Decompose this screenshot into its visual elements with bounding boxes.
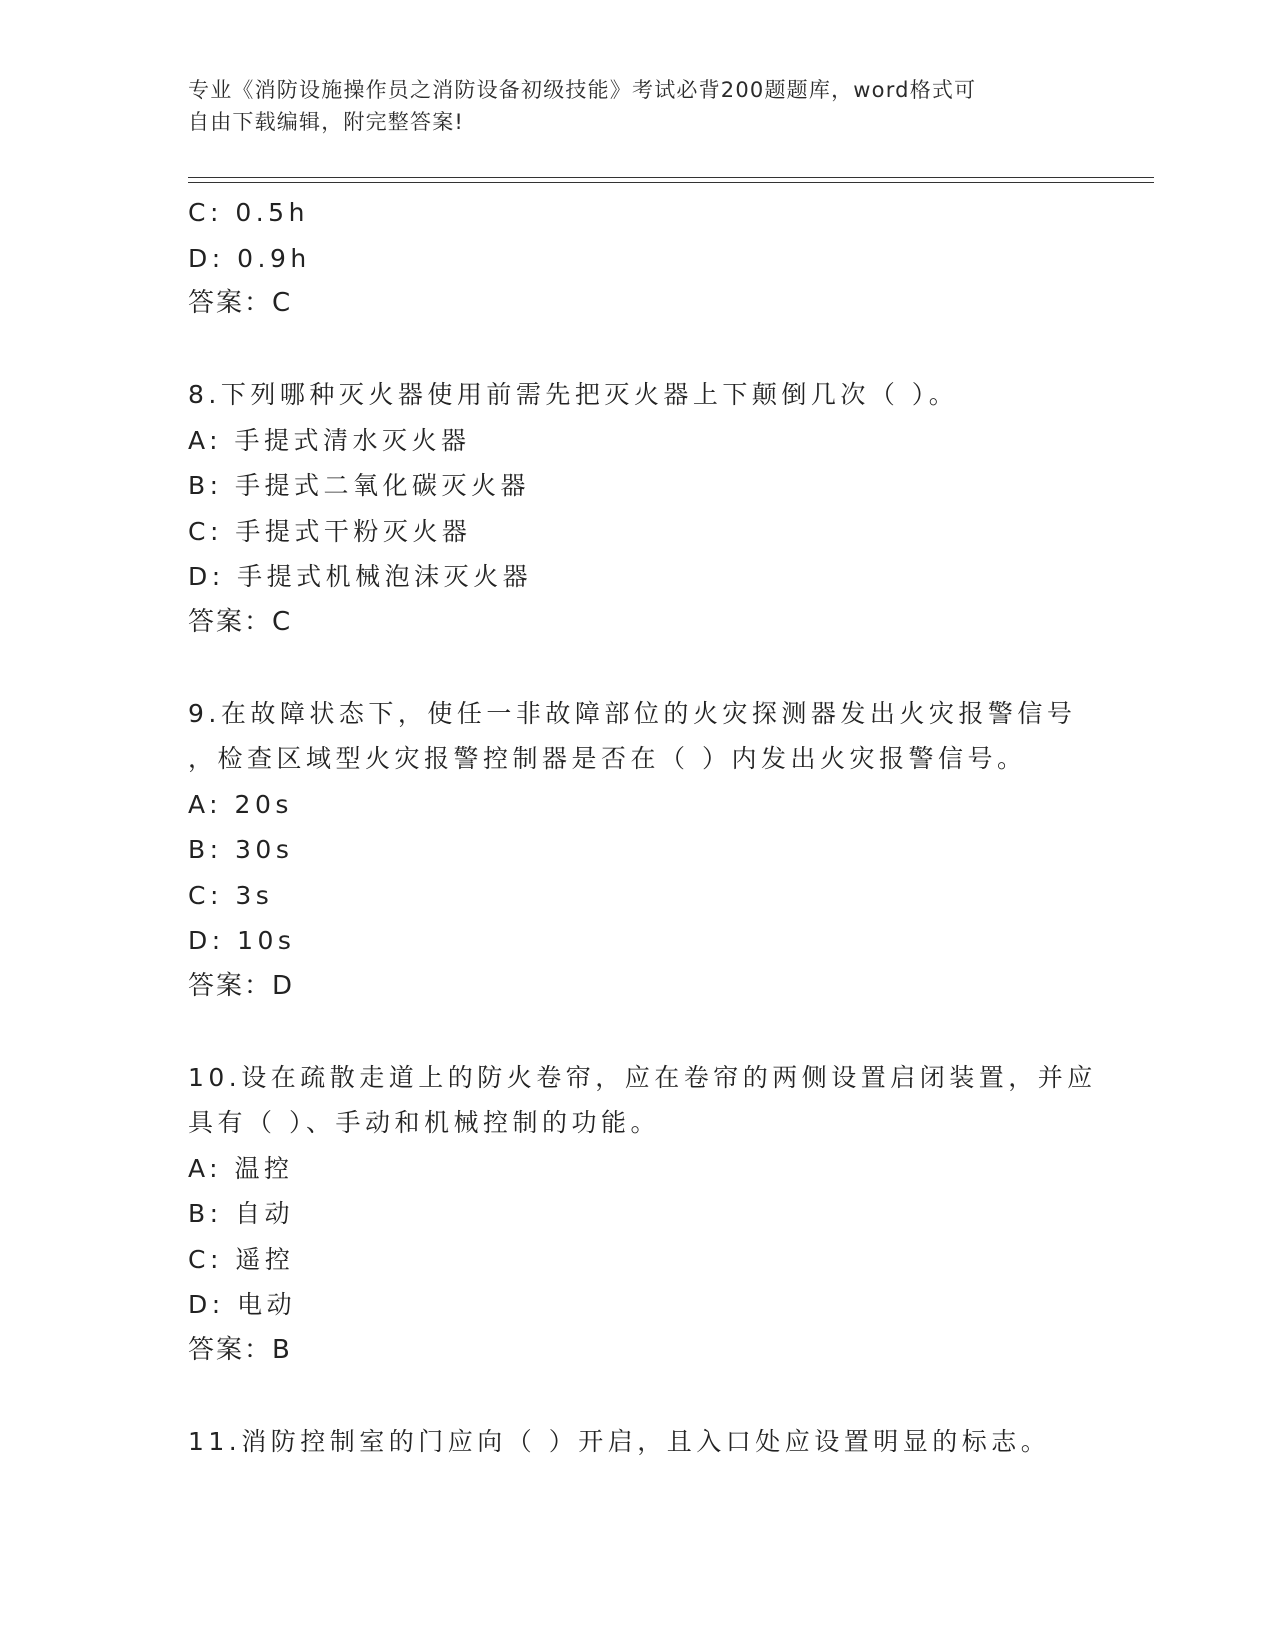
header-line-1: 专业《消防设施操作员之消防设备初级技能》考试必背200题题库，word格式可 bbox=[188, 78, 977, 102]
question-11 bbox=[188, 1419, 1088, 1465]
question-10 bbox=[188, 1055, 1097, 1374]
document-header bbox=[188, 74, 1068, 138]
option-b: B: 30s bbox=[188, 835, 294, 864]
question-list bbox=[188, 190, 1097, 1464]
option-b: B: 手提式二氧化碳灭火器 bbox=[188, 471, 531, 500]
question-8 bbox=[188, 372, 1088, 645]
answer: 答案：C bbox=[188, 288, 293, 318]
option-a: A: 温控 bbox=[188, 1153, 294, 1183]
question-text-line-1: 10.设在疏散走道上的防火卷帘，应在卷帘的两侧设置启闭装置，并应 bbox=[188, 1062, 1097, 1092]
header-rule-bottom bbox=[188, 182, 1154, 183]
option-d: D: 0.9h bbox=[188, 243, 311, 273]
question-text-line-1: 9.在故障状态下，使任一非故障部位的火灾探测器发出火灾报警信号 bbox=[188, 698, 1077, 728]
question-9 bbox=[188, 691, 1088, 1010]
question-7-tail bbox=[188, 190, 1088, 327]
option-c: C: 手提式干粉灭火器 bbox=[188, 516, 472, 546]
option-d: D: 10s bbox=[188, 926, 296, 955]
question-text-line-2: 具有（ ）、手动和机械控制的功能。 bbox=[188, 1108, 660, 1137]
option-d: D: 手提式机械泡沫灭火器 bbox=[188, 562, 533, 591]
option-c: C: 0.5h bbox=[188, 198, 309, 227]
option-d: D: 电动 bbox=[188, 1290, 297, 1319]
question-text: 11.消防控制室的门应向（ ）开启，且入口处应设置明显的标志。 bbox=[188, 1426, 1051, 1456]
header-rule-top bbox=[188, 177, 1154, 178]
answer: 答案：D bbox=[188, 970, 295, 1001]
answer: 答案：C bbox=[188, 606, 293, 637]
option-b: B: 自动 bbox=[188, 1199, 295, 1228]
option-a: A: 20s bbox=[188, 789, 293, 819]
option-c: C: 3s bbox=[188, 880, 274, 910]
spacer bbox=[188, 645, 1088, 691]
option-a: A: 手提式清水灭火器 bbox=[188, 425, 471, 455]
spacer bbox=[188, 327, 1088, 373]
header-line-2: 自由下载编辑，附完整答案! bbox=[188, 110, 465, 134]
answer: 答案：B bbox=[188, 1334, 292, 1365]
spacer bbox=[188, 1373, 1088, 1419]
option-c: C: 遥控 bbox=[188, 1244, 295, 1274]
question-text-line-2: ，检查区域型火灾报警控制器是否在（ ）内发出火灾报警信号。 bbox=[188, 744, 1027, 773]
question-text: 8.下列哪种灭火器使用前需先把灭火器上下颠倒几次（ ）。 bbox=[188, 380, 959, 409]
spacer bbox=[188, 1009, 1088, 1055]
